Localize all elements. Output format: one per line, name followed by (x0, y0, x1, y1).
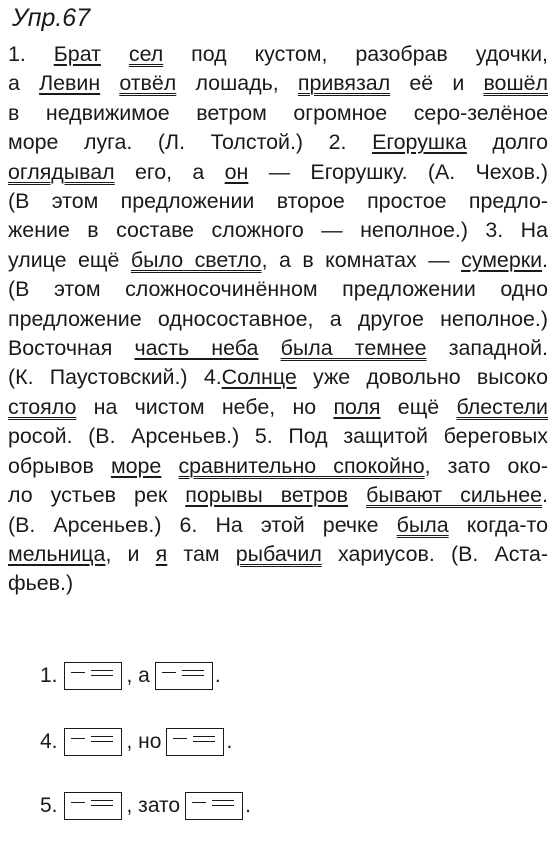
text-segment: его, а (114, 159, 225, 184)
text-segment (100, 71, 119, 95)
text-segment: , а в комнатах — (261, 247, 462, 272)
clause-box (64, 662, 122, 690)
scheme-number: 5. (40, 794, 58, 817)
scheme-conjunction: , зато (126, 794, 181, 817)
exercise-title: Упр.67 (12, 4, 91, 32)
text-segment: — Егорушку. (А. Чехов.) (248, 159, 548, 184)
predicate-word: стояло (8, 394, 77, 419)
clause-box (64, 792, 122, 820)
subject-word: Солнце (221, 365, 297, 390)
text-line (8, 99, 548, 128)
text-segment: западной. (426, 336, 548, 361)
subject-word: поля (333, 394, 381, 419)
text-segment: (В этом сложносочинённом предложении одно (8, 277, 548, 302)
text-line (8, 422, 548, 451)
scheme-end: . (214, 664, 221, 687)
subject-word: Левин (39, 71, 101, 96)
clause-box (166, 728, 224, 756)
text-line (8, 569, 548, 598)
text-line (8, 246, 548, 275)
text-line (8, 540, 548, 569)
predicate-word: оглядывал (8, 159, 115, 184)
subject-word: море (110, 453, 162, 478)
subject-word: часть неба (134, 336, 259, 361)
subject-word: мельница (8, 541, 106, 566)
clause-box (185, 792, 243, 820)
scheme-end: . (245, 794, 251, 817)
subject-word: я (155, 541, 168, 566)
text-segment (101, 42, 129, 66)
text-segment: море луга. (Л. Толстой.) 2. (8, 130, 373, 155)
predicate-word: было светло (130, 247, 262, 272)
text-segment: . (542, 247, 548, 272)
text-line (8, 334, 548, 363)
clause-box (64, 728, 122, 756)
text-segment: 1. (8, 42, 54, 66)
text-line (8, 452, 548, 481)
subject-word: он (224, 159, 249, 184)
subject-word: порывы ветров (185, 483, 349, 508)
text-segment: на чистом небе, но (76, 394, 334, 419)
text-segment: её и (390, 71, 484, 96)
text-line (8, 393, 548, 422)
subject-word: Егорушка (372, 130, 467, 155)
text-segment (161, 454, 178, 478)
subject-word: сумерки (461, 247, 543, 272)
scheme-conjunction: , но (126, 730, 162, 753)
clause-box (155, 662, 213, 690)
text-line (8, 216, 548, 245)
text-line (8, 69, 548, 98)
text-segment: лошадь, (176, 71, 298, 96)
text-segment: , и (105, 541, 156, 566)
text-segment: когда-то (448, 512, 548, 537)
text-segment: (В этом предложении второе простое предло- (8, 189, 548, 214)
text-segment: хариусов. (В. Аста- (321, 541, 549, 566)
predicate-word: сравнительно спокойно (178, 453, 425, 478)
text-segment: а (8, 71, 40, 96)
text-line (8, 275, 548, 304)
predicate-word: бывают сильнее (366, 483, 543, 508)
text-segment: улице ещё (8, 247, 131, 272)
predicate-word: была темнее (280, 336, 427, 361)
predicate-word: была (396, 512, 449, 537)
text-line (8, 363, 548, 392)
text-segment: жение в составе сложного — неполное.) 3. На (8, 218, 548, 243)
scheme-row (40, 726, 232, 758)
predicate-word: вошёл (483, 71, 548, 96)
text-segment: долго (466, 130, 548, 155)
text-segment (348, 483, 366, 507)
predicate-word: блестели (456, 394, 549, 419)
text-segment: там (167, 541, 236, 566)
scheme-row (40, 790, 251, 822)
text-segment: уже довольно высоко (296, 365, 548, 390)
text-segment: . (542, 483, 548, 508)
text-line (8, 158, 548, 187)
predicate-word: отвёл (119, 71, 177, 96)
text-segment: под кустом, разобрав удочки, (163, 42, 548, 66)
text-segment: (В. Арсеньев.) 6. На этой речке (8, 512, 397, 537)
scheme-row (40, 660, 221, 692)
predicate-word: привязал (297, 71, 391, 96)
exercise-text (8, 40, 548, 599)
text-segment: росой. (В. Арсеньев.) 5. Под защитой береговых (8, 424, 548, 449)
text-segment: (К. Паустовский.) 4. (8, 365, 222, 390)
text-segment: Восточная (8, 336, 135, 361)
text-segment: предложение односоставное, а другое неполное.) (8, 306, 548, 331)
text-segment: в недвижимое ветром огромное серо-зелёное (8, 100, 548, 125)
text-line (8, 481, 548, 510)
scheme-end: . (226, 730, 233, 753)
text-segment: ло устьев рек (8, 483, 186, 508)
scheme-conjunction: , а (126, 664, 150, 687)
predicate-word: рыбачил (235, 541, 322, 566)
text-line (8, 128, 548, 157)
predicate-word: сел (128, 42, 164, 66)
text-line (8, 511, 548, 540)
text-segment (258, 336, 280, 360)
scheme-number: 1. (40, 664, 58, 687)
text-segment: обрывов (8, 453, 111, 478)
text-line (8, 40, 548, 69)
scheme-number: 4. (40, 730, 58, 753)
subject-word: Брат (53, 42, 101, 66)
text-segment: фьев.) (8, 571, 74, 596)
text-line (8, 187, 548, 216)
text-segment: , зато око- (424, 453, 548, 478)
text-line (8, 305, 548, 334)
text-segment: ещё (380, 394, 457, 419)
